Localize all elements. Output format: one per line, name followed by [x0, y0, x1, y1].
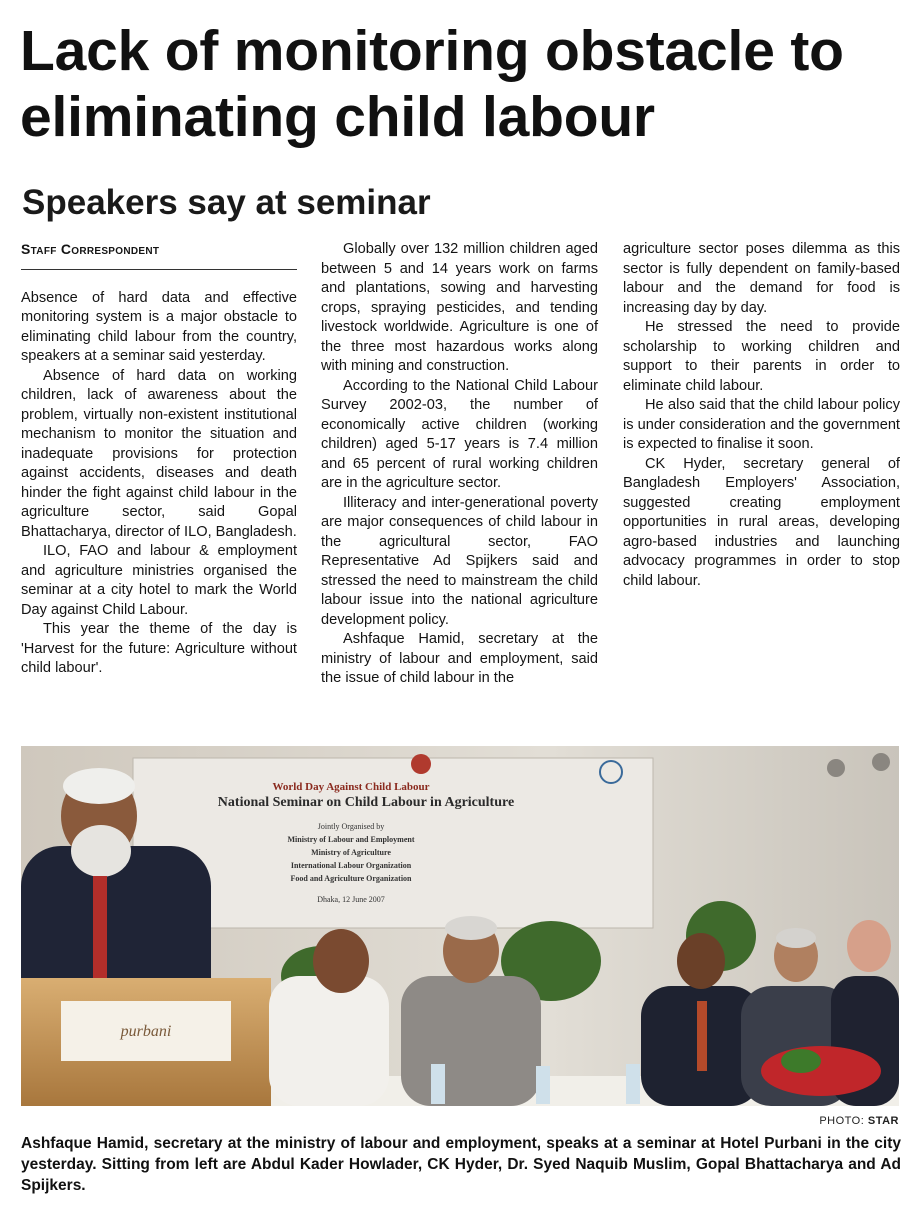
banner-line-8: Dhaka, 12 June 2007 [317, 895, 385, 904]
paragraph: Globally over 132 million children aged between 5 and 14 years work on farms and plantations, sowing and harvesting crops, spraying pesticides, and tending livestock worldwide. Agriculture is one of the three most hazardous works along with mining and construction. [321, 241, 598, 374]
headline: Lack of monitoring obstacle to eliminating child labour [20, 19, 844, 149]
emblem-icon [411, 754, 431, 774]
paragraph: Illiteracy and inter-generational poverty are major consequences of child labour in the agricultural sector, FAO Representative Ad Spijkers said and stressed the need to mainstream the child labour issue into the national agriculture development policy. [321, 494, 598, 628]
spotlight-icon [827, 759, 845, 777]
paragraph: This year the theme of the day is 'Harvest for the future: Agriculture without child labour'. [21, 621, 297, 676]
column-3 [623, 240, 900, 591]
banner-line-1: World Day Against Child Labour [272, 781, 430, 793]
banner-line-2: National Seminar on Child Labour in Agriculture [217, 795, 515, 810]
paragraph: He also said that the child labour policy is under consideration and the government is expected to finalise it soon. [623, 397, 900, 452]
banner-line-4: Ministry of Labour and Employment [287, 835, 415, 844]
paragraph: CK Hyder, secretary general of Bangladesh Employers' Association, suggested creating employment opportunities in rural areas, developing agro-based industries and launching advocacy programmes in order to stop child labour. [623, 455, 900, 589]
paragraph: Absence of hard data on working children, lack of awareness about the problem, virtually non-existent institutional mechanism to monitor the situation and inadequate provisions for protection against accidents, diseases and death hinder the fight against child labour in the agriculture sector, said Gopal Bhattacharya, director of ILO, Bangladesh. [21, 367, 297, 540]
hotel-logo: purbani [120, 1023, 172, 1040]
byline: Staff Correspondent [21, 240, 297, 270]
photo-illustration [21, 746, 899, 1106]
paragraph: He stressed the need to provide scholarship to working children and support to their parents in order to eliminate child labour. [623, 319, 900, 394]
photo-credit: PHOTO: STAR [819, 1115, 899, 1127]
spotlight-icon [872, 753, 890, 771]
paragraph: According to the National Child Labour Survey 2002-03, the number of economically active children (working children) aged 5-17 years is 7.4 million and 65 percent of rural working children are in the agriculture sector. [321, 377, 598, 491]
paragraph: agriculture sector poses dilemma as this sector is fully dependent on family-based labour and the demand for food is increasing day by day. [623, 241, 900, 316]
photo-caption: Ashfaque Hamid, secretary at the ministry of labour and employment, speaks at a seminar at Hotel Purbani in the city yesterday. Sitting from left are Abdul Kader Howlader, CK Hyder, Dr. Syed Naquib Muslim, Gopal Bhattacharya and Ad Spijkers. [21, 1135, 901, 1194]
paragraph: Absence of hard data and effective monitoring system is a major obstacle to eliminating child labour from the country, speakers at a seminar said yesterday. [21, 289, 297, 364]
flower-arrangement [761, 1046, 881, 1096]
column-1 [21, 240, 297, 679]
banner-line-3: Jointly Organised by [317, 822, 385, 831]
seminar-photo [21, 746, 899, 1106]
banner-line-7: Food and Agriculture Organization [290, 874, 412, 883]
column-2 [321, 240, 598, 689]
subheadline: Speakers say at seminar [22, 183, 431, 222]
banner-line-5: Ministry of Agriculture [311, 848, 391, 857]
paragraph: Ashfaque Hamid, secretary at the ministry of labour and employment, said the issue of child labour in the [321, 631, 598, 686]
banner-line-6: International Labour Organization [290, 861, 412, 870]
paragraph: ILO, FAO and labour & employment and agriculture ministries organised the seminar at a city hotel to mark the World Day against Child Labour. [21, 543, 297, 618]
article-body [21, 240, 901, 720]
